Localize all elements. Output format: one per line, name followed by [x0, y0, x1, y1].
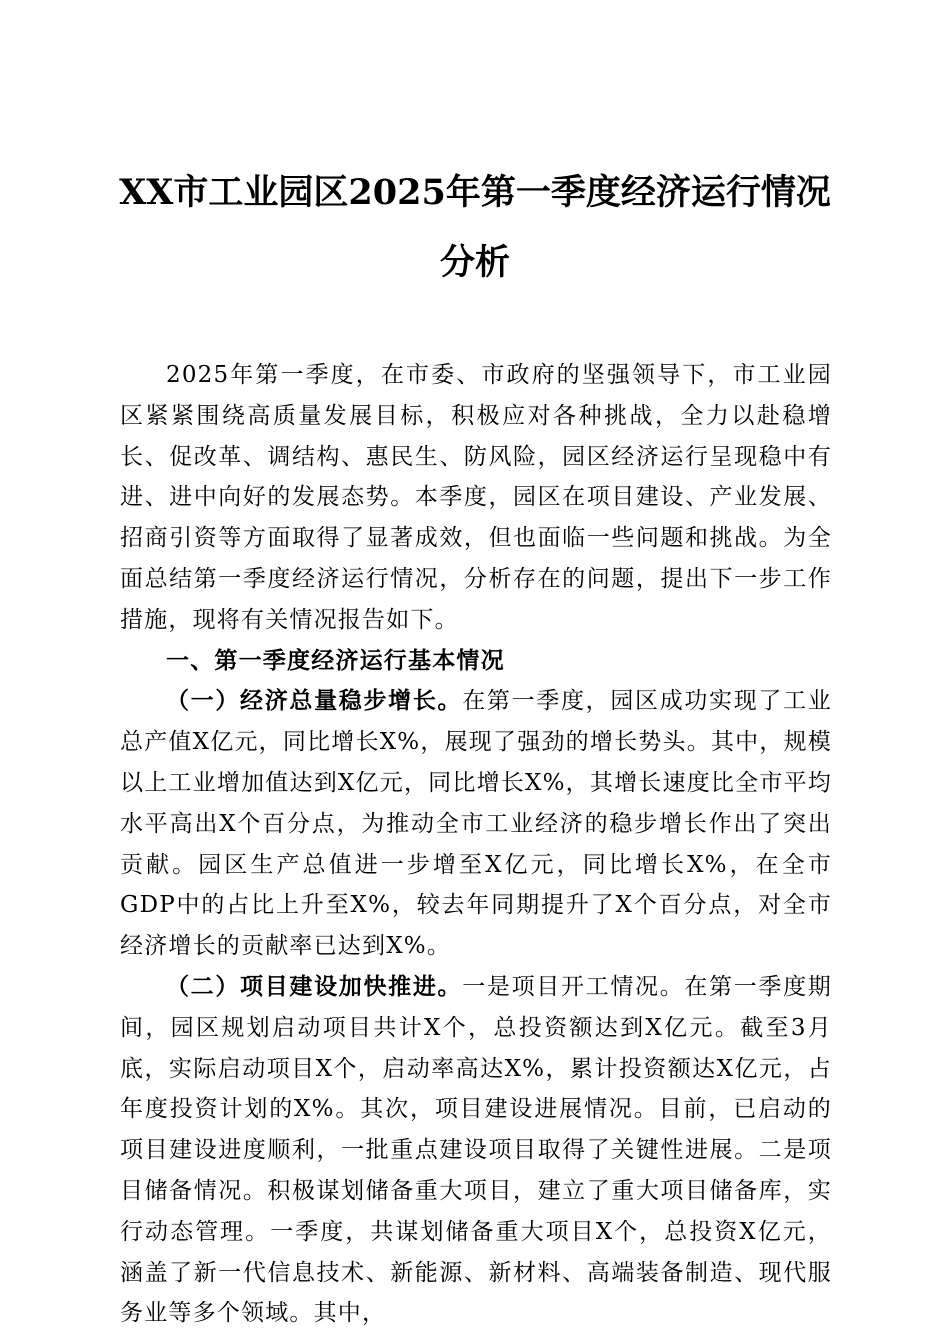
document-title-line1: XX市工业园区2025年第一季度经济运行情况 — [119, 172, 831, 213]
subsection-2-paragraph — [120, 967, 832, 1334]
section-heading: 一、第一季度经济运行基本情况 — [166, 646, 505, 674]
subsection-2-title: （二）项目建设加快推进。 — [166, 972, 463, 1000]
document-title-line2: 分析 — [439, 242, 510, 283]
subsection-1-title: （一）经济总量稳步增长。 — [166, 687, 463, 715]
subsection-1-paragraph — [120, 681, 832, 967]
document-body — [120, 355, 832, 1334]
intro-paragraph: 2025年第一季度，在市委、市政府的坚强领导下，市工业园区紧紧围绕高质量发展目标，积极应对各种挑战，全力以赴稳增长、促改革、调结构、惠民生、防风险，园区经济运行呈现稳中有进、进中向好的发展态势。本季度，园区在项目建设、产业发展、招商引资等方面取得了显著成效，但也面临一些问题和挑战。为全面总结第一季度经济运行情况，分析存在的问题，提出下一步工作措施，现将有关情况报告如下。 — [120, 362, 832, 633]
subsection-1-body: 在第一季度，园区成功实现了工业总产值X亿元，同比增长X%，展现了强劲的增长势头。其中，规模以上工业增加值达到X亿元，同比增长X%，其增长速度比全市平均水平高出X个百分点，为推动全市工业经济的稳步增长作出了突出贡献。园区生产总值进一步增至X亿元，同比增长X%，在全市GDP中的占比上升至X%，较去年同期提升了X个百分点，对全市经济增长的贡献率已达到X%。 — [120, 688, 832, 960]
subsection-2-body: 一是项目开工情况。在第一季度期间，园区规划启动项目共计X个，总投资额达到X亿元。截至3月底，实际启动项目X个，启动率高达X%，累计投资额达X亿元，占年度投资计划的X%。其次，项目建设进展情况。目前，已启动的项目建设进度顺利，一批重点建设项目取得了关键性进展。二是项目储备情况。积极谋划储备重大项目，建立了重大项目储备库，实行动态管理。一季度，共谋划储备重大项目X个，总投资X亿元，涵盖了新一代信息技术、新能源、新材料、高端装备制造、现代服务业等多个领域。其中， — [120, 973, 832, 1327]
